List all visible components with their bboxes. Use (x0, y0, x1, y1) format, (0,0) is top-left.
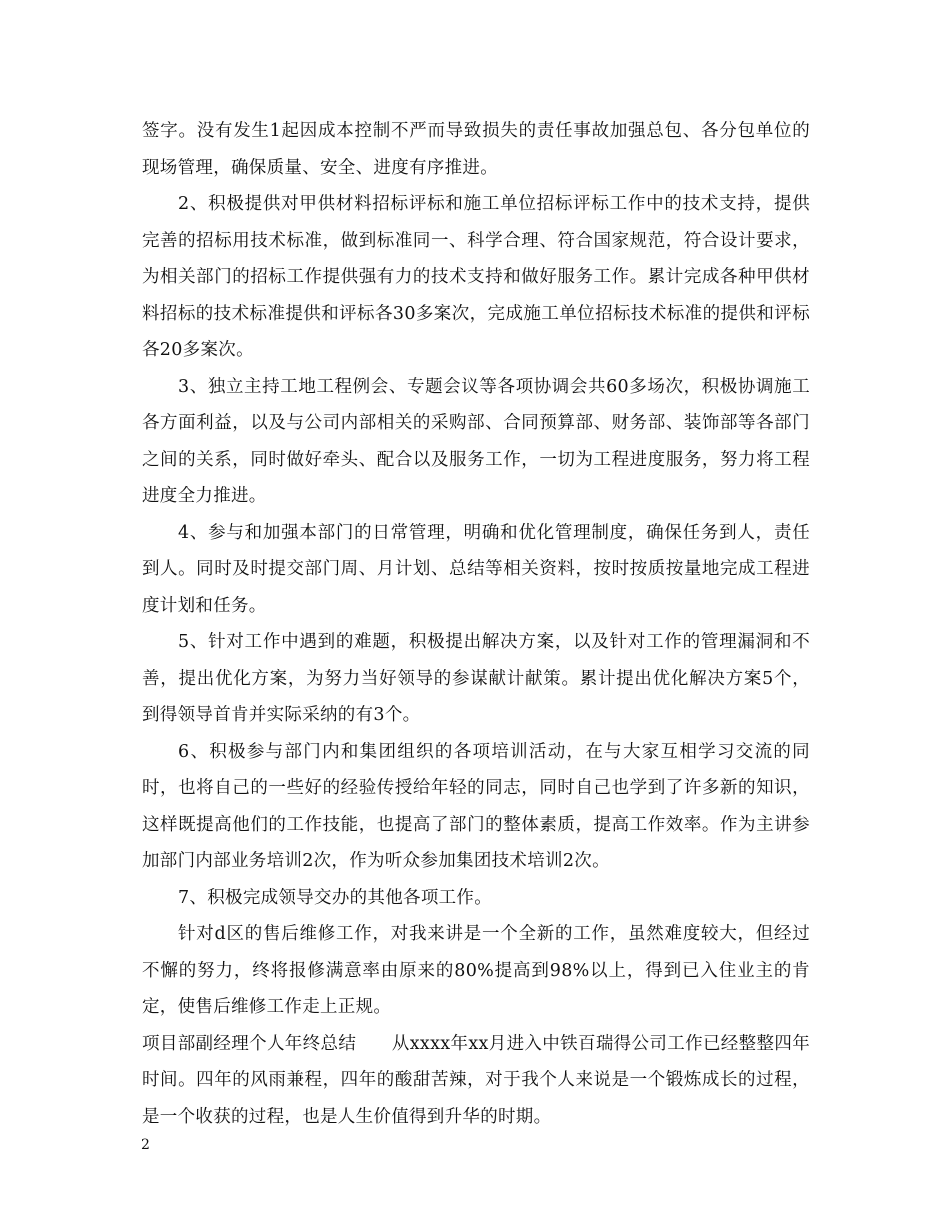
document-body (142, 113, 810, 1135)
page-number: 2 (141, 1137, 150, 1153)
paragraph-after-sales: 针对d区的售后维修工作，对我来讲是一个全新的工作，虽然难度较大，但经过不懈的努力，终将报修满意率由原来的80%提高到98%以上，得到已入住业主的肯定，使售后维修工作走上正规。 (142, 924, 810, 1017)
paragraph-item-7: 7、积极完成领导交办的其他各项工作。 (178, 887, 493, 908)
paragraph-item-2: 2、积极提供对甲供材料招标评标和施工单位招标评标工作中的技术支持，提供完善的招标用技术标准，做到标准同一、科学合理、符合国家规范，符合设计要求，为相关部门的招标工作提供强有力的技术支持和做好服务工作。累计完成各种甲供材料招标的技术标准提供和评标各30多案次，完成施工单位招标技术标准的提供和评标各20多案次。 (142, 194, 810, 360)
paragraph-item-5: 5、针对工作中遇到的难题，积极提出解决方案，以及针对工作的管理漏洞和不善，提出优化方案，为努力当好领导的参谋献计献策。累计提出优化解决方案5个，到得领导首肯并实际采纳的有3个。 (142, 632, 810, 725)
paragraph-continuation: 签字。没有发生1起因成本控制不严而导致损失的责任事故加强总包、各分包单位的现场管理，确保质量、安全、进度有序推进。 (142, 121, 810, 178)
paragraph-item-6: 6、积极参与部门内和集团组织的各项培训活动，在与大家互相学习交流的同时，也将自己的一些好的经验传授给年轻的同志，同时自己也学到了许多新的知识，这样既提高他们的工作技能，也提高了部门的整体素质，提高工作效率。作为主讲参加部门内部业务培训2次，作为听众参加集团技术培训2次。 (142, 741, 810, 871)
paragraph-item-3: 3、独立主持工地工程例会、专题会议等各项协调会共60多场次，积极协调施工各方面利益，以及与公司内部相关的采购部、合同预算部、财务部、装饰部等各部门之间的关系，同时做好牵头、配合以及服务工作，一切为工程进度服务，努力将工程进度全力推进。 (142, 376, 810, 506)
paragraph-summary-title: 项目部副经理个人年终总结 从xxxx年xx月进入中铁百瑞得公司工作已经整整四年时间。四年的风雨兼程，四年的酸甜苦辣，对于我个人来说是一个锻炼成长的过程，是一个收获的过程，也是人生价值得到升华的时期。 (142, 1033, 810, 1127)
paragraph-item-4: 4、参与和加强本部门的日常管理，明确和优化管理制度，确保任务到人，责任到人。同时及时提交部门周、月计划、总结等相关资料，按时按质按量地完成工程进度计划和任务。 (142, 522, 810, 616)
